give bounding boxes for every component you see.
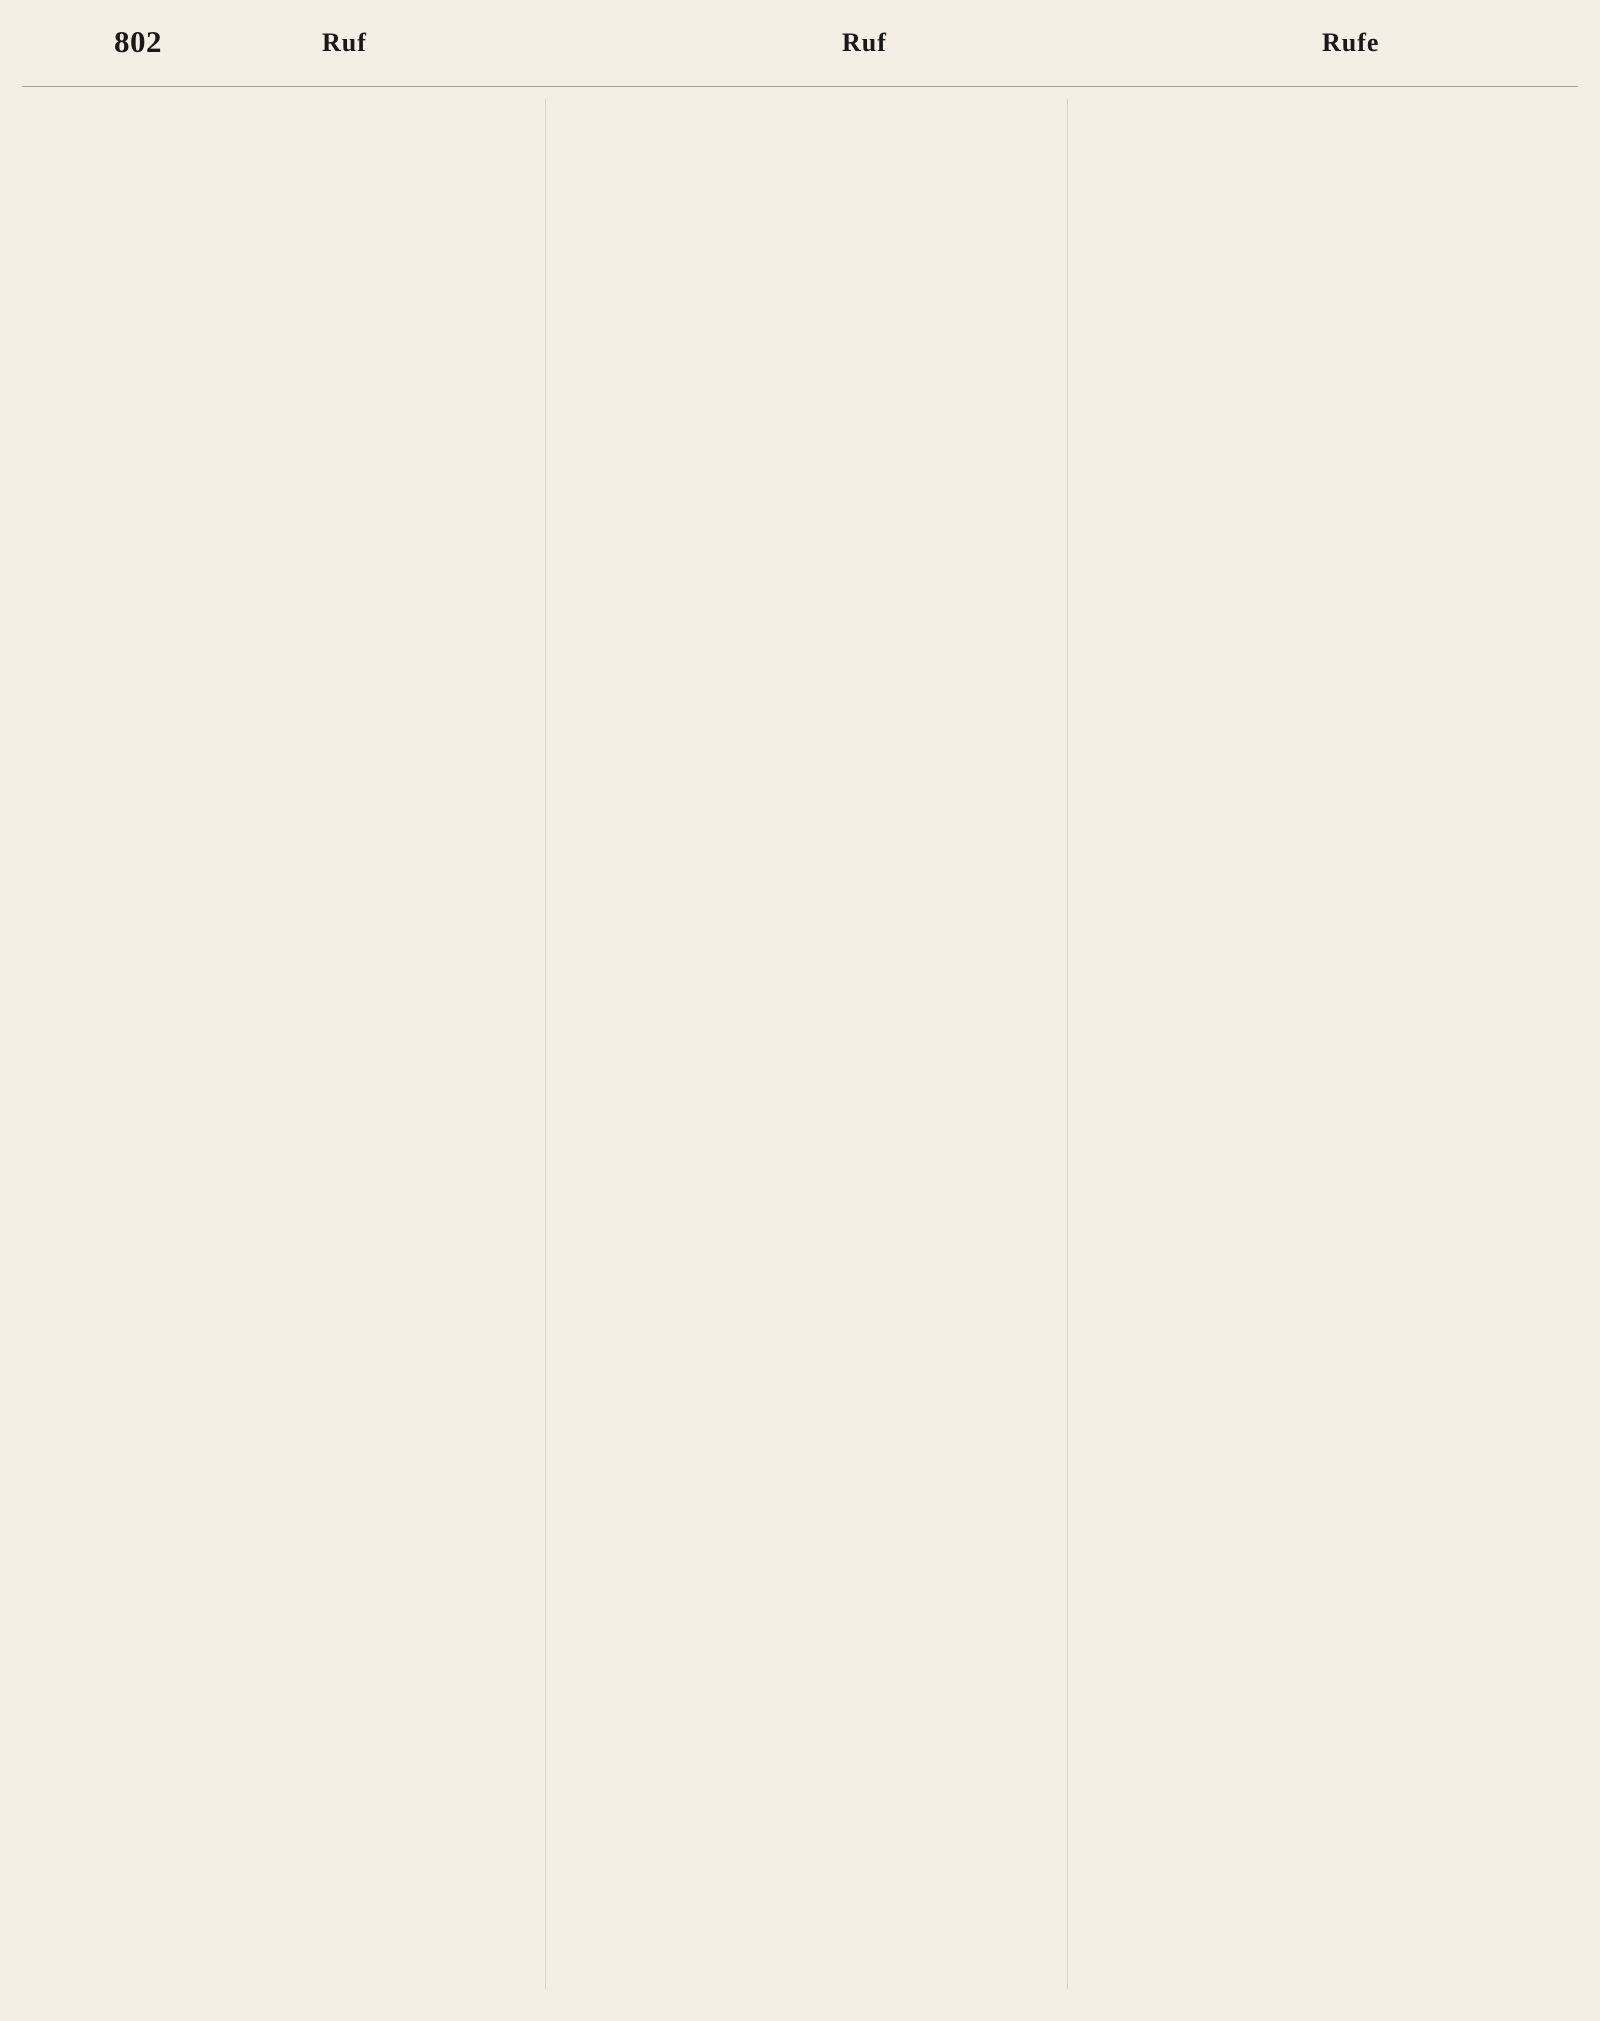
running-head [22, 16, 1578, 87]
column-3 [1067, 99, 1578, 1989]
running-headword-right: Rufe [1322, 28, 1380, 57]
text-columns [22, 99, 1578, 1989]
running-headword-center: Ruf [842, 28, 887, 57]
column-1 [22, 99, 533, 1989]
column-2 [545, 99, 1056, 1989]
running-headword-left: Ruf [322, 28, 367, 57]
page-number: 802 [114, 24, 162, 59]
